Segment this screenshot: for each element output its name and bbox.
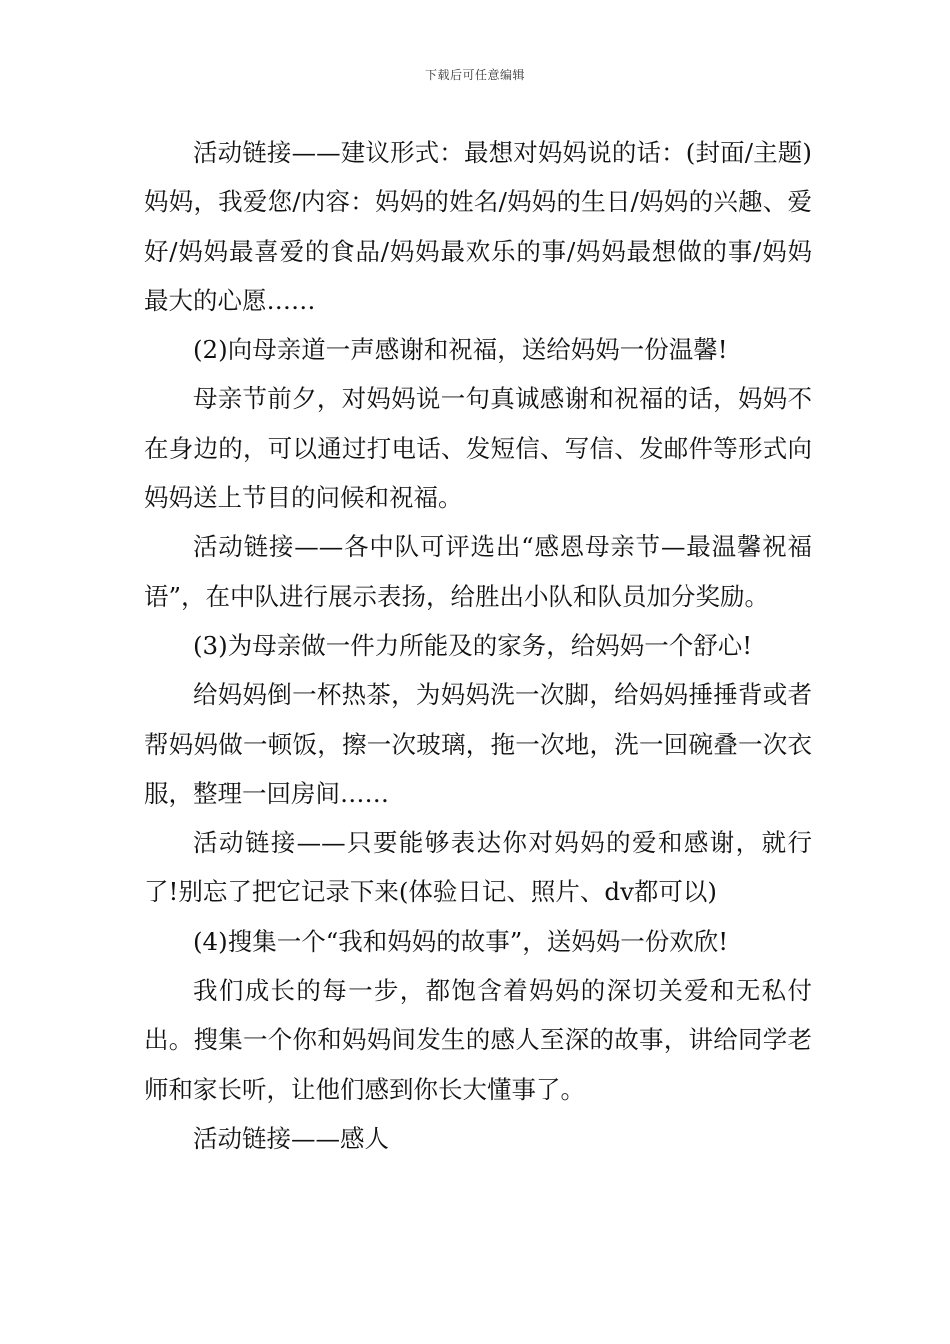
paragraph-activity-link-record: 活动链接——只要能够表达你对妈妈的爱和感谢，就行了!别忘了把它记录下来(体验日记、照片、dv都可以) [144,828,812,907]
paragraph-item-4-heading: (4)搜集一个“我和妈妈的故事”，送妈妈一份欢欣! [193,926,729,956]
paragraph-activity-link-blessing: 活动链接——各中队可评选出“感恩母亲节—最温馨祝福语”，在中队进行展示表扬，给胜出小队和队员加分奖励。 [144,532,812,611]
document-body [144,128,812,1163]
paragraph-item-3-heading: (3)为母亲做一件力所能及的家务，给妈妈一个舒心! [193,630,753,660]
paragraph-activity-link-suggestion: 活动链接——建议形式：最想对妈妈说的话：(封面/主题)妈妈，我爱您/内容：妈妈的姓名/妈妈的生日/妈妈的兴趣、爱好/妈妈最喜爱的食品/妈妈最欢乐的事/妈妈最想做的事/妈妈最大的心愿…… [144,138,812,315]
paragraph-item-2-heading: (2)向母亲道一声感谢和祝福，送给妈妈一份温馨! [193,335,728,365]
paragraph-item-2-body: 母亲节前夕，对妈妈说一句真诚感谢和祝福的话，妈妈不在身边的，可以通过打电话、发短信、写信、发邮件等形式向妈妈送上节目的问候和祝福。 [144,384,812,513]
paragraph-activity-link-touching: 活动链接——感人 [193,1123,389,1153]
paragraph-item-4-body: 我们成长的每一步，都饱含着妈妈的深切关爱和无私付出。搜集一个你和妈妈间发生的感人至深的故事，讲给同学老师和家长听，让他们感到你长大懂事了。 [144,976,812,1104]
paragraph-item-3-body: 给妈妈倒一杯热茶，为妈妈洗一次脚，给妈妈捶捶背或者帮妈妈做一顿饭，擦一次玻璃，拖一次地，洗一回碗叠一次衣服，整理一回房间…… [144,680,812,808]
page-header: 下载后可任意编辑 [424,68,525,82]
